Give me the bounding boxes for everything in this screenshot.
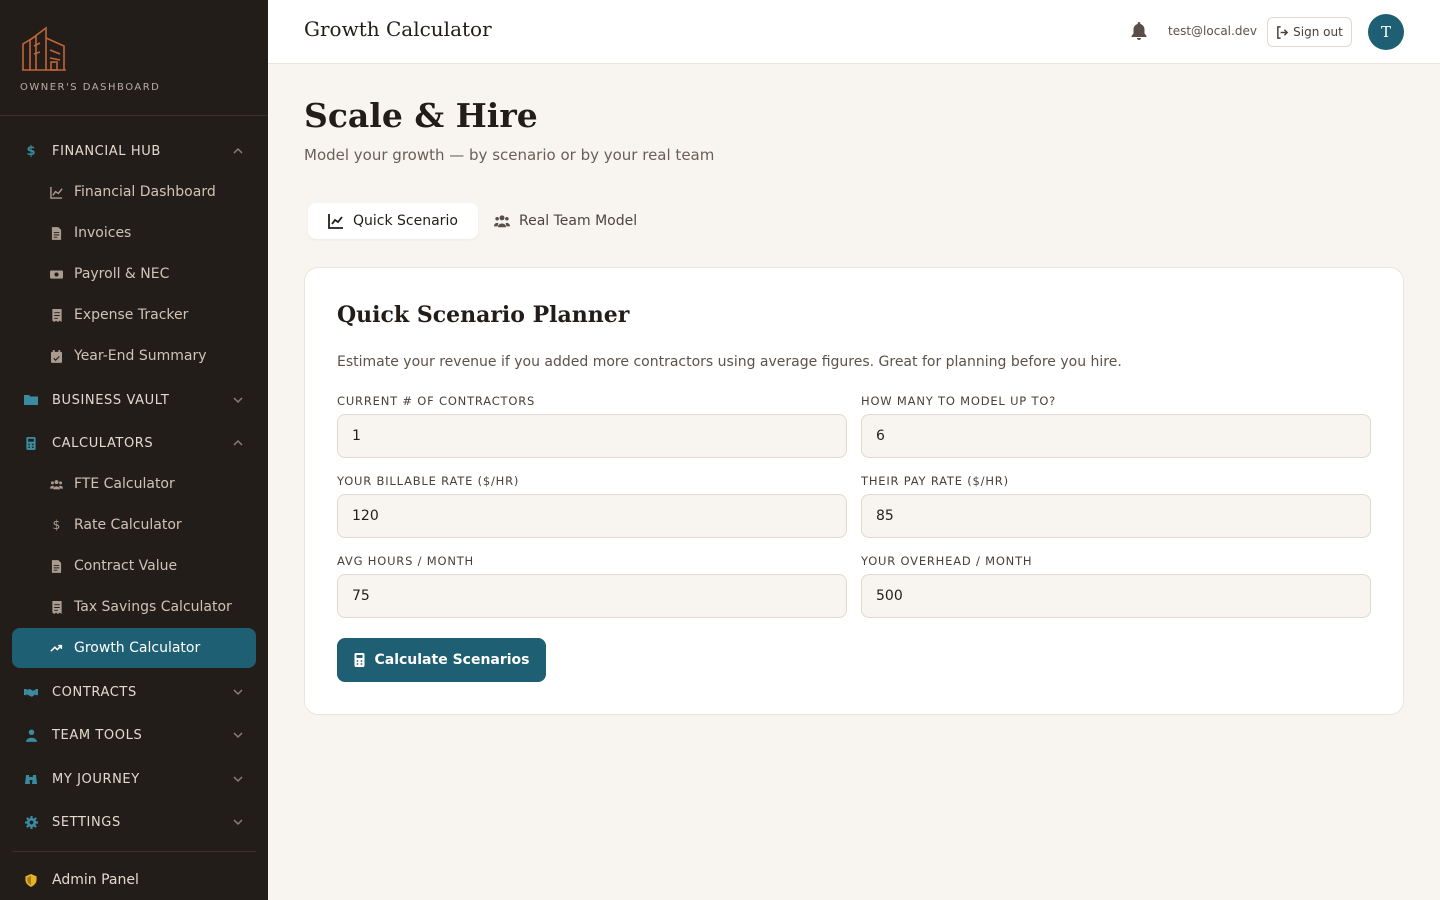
quick-scenario-card (304, 267, 1404, 715)
sidebar-section-label: SETTINGS (52, 814, 121, 830)
overhead-label: YOUR OVERHEAD / MONTH (861, 554, 1033, 568)
sidebar-item-label: Year-End Summary (74, 348, 207, 364)
sidebar-item-admin-panel[interactable] (12, 862, 256, 898)
sidebar-section-team-tools[interactable] (12, 717, 256, 753)
brand-caption: OWNER'S DASHBOARD (20, 82, 161, 93)
sidebar-item-label: Tax Savings Calculator (74, 599, 232, 615)
dollar-icon: $ (26, 143, 36, 159)
sidebar-item-rate-calculator[interactable] (12, 505, 256, 545)
trend-up-icon (50, 642, 63, 655)
tab-label: Quick Scenario (353, 213, 458, 229)
card-title: Quick Scenario Planner (337, 302, 630, 328)
dollar-icon: $ (52, 518, 61, 532)
page-subtitle: Model your growth — by scenario or by your real team (304, 146, 715, 164)
sidebar-section-label: BUSINESS VAULT (52, 392, 170, 408)
sidebar-item-label: Invoices (74, 225, 132, 241)
current-contractors-label: CURRENT # OF CONTRACTORS (337, 394, 536, 408)
sidebar-section-financial-hub[interactable] (12, 133, 256, 169)
sidebar-section-settings[interactable] (12, 804, 256, 840)
sidebar-section-label: CALCULATORS (52, 435, 154, 451)
chevron-up-icon (232, 145, 244, 157)
chart-line-icon (328, 213, 344, 229)
sign-out-label: Sign out (1293, 25, 1343, 39)
chevron-down-icon (232, 686, 244, 698)
page-header-title: Growth Calculator (304, 17, 492, 41)
page-title: Scale & Hire (304, 96, 538, 135)
sidebar-item-tax-savings-calculator[interactable] (12, 587, 256, 627)
calculate-scenarios-button[interactable] (337, 638, 546, 682)
model-up-to-label: HOW MANY TO MODEL UP TO? (861, 394, 1057, 408)
sidebar-section-my-journey[interactable] (12, 761, 256, 797)
tab-label: Real Team Model (519, 213, 638, 229)
tab-quick-scenario[interactable] (308, 203, 478, 239)
shield-icon (24, 873, 38, 887)
pay-rate-label: THEIR PAY RATE ($/HR) (861, 474, 1009, 488)
building-logo-icon[interactable] (20, 24, 68, 72)
sidebar-item-label: Rate Calculator (74, 517, 182, 533)
calendar-icon (50, 350, 63, 363)
sign-out-button[interactable] (1267, 17, 1352, 47)
calculator-icon (24, 436, 38, 450)
chevron-down-icon (232, 773, 244, 785)
sidebar-item-year-end-summary[interactable] (12, 336, 256, 376)
avg-hours-input[interactable] (337, 574, 847, 618)
receipt-icon (50, 601, 63, 614)
model-up-to-input[interactable] (861, 414, 1371, 458)
sidebar-item-financial-dashboard[interactable] (12, 172, 256, 212)
file-invoice-icon (50, 227, 63, 240)
brand (0, 0, 268, 116)
sidebar-item-label: Financial Dashboard (74, 184, 216, 200)
file-contract-icon (50, 560, 63, 573)
sidebar-section-business-vault[interactable] (12, 382, 256, 418)
sidebar-nav (0, 116, 268, 900)
sidebar-item-label: Payroll & NEC (74, 266, 170, 282)
user-tie-icon (24, 728, 38, 742)
calculate-scenarios-label: Calculate Scenarios (374, 652, 530, 668)
avatar[interactable]: T (1368, 14, 1404, 50)
top-bar (268, 0, 1440, 64)
sidebar-section-label: CONTRACTS (52, 684, 137, 700)
sidebar-section-label: TEAM TOOLS (52, 727, 143, 743)
sidebar-item-invoices[interactable] (12, 213, 256, 253)
avg-hours-label: AVG HOURS / MONTH (337, 554, 475, 568)
billable-rate-input[interactable] (337, 494, 847, 538)
folder-icon (24, 393, 38, 407)
sidebar-divider (12, 851, 256, 852)
gear-icon (24, 815, 38, 829)
sidebar-item-label: Growth Calculator (74, 640, 201, 656)
sidebar-item-label: Admin Panel (52, 872, 139, 888)
overhead-input[interactable] (861, 574, 1371, 618)
money-bill-icon (50, 268, 63, 281)
pay-rate-input[interactable] (861, 494, 1371, 538)
sidebar-section-label: MY JOURNEY (52, 771, 140, 787)
sign-out-icon (1276, 26, 1289, 39)
receipt-icon (50, 309, 63, 322)
tab-real-team-model[interactable] (474, 203, 657, 239)
users-icon (494, 213, 510, 229)
sidebar-item-payroll-nec[interactable] (12, 254, 256, 294)
handshake-icon (24, 685, 38, 699)
sidebar-item-label: Expense Tracker (74, 307, 189, 323)
billable-rate-label: YOUR BILLABLE RATE ($/HR) (337, 474, 520, 488)
user-email: test@local.dev (1168, 24, 1257, 38)
bell-icon[interactable] (1130, 22, 1148, 40)
current-contractors-input[interactable] (337, 414, 847, 458)
binoculars-icon (24, 772, 38, 786)
sidebar-section-calculators[interactable] (12, 425, 256, 461)
chevron-down-icon (232, 816, 244, 828)
users-icon (50, 478, 63, 491)
sidebar-item-contract-value[interactable] (12, 546, 256, 586)
sidebar-item-label: Contract Value (74, 558, 178, 574)
sidebar-item-label: FTE Calculator (74, 476, 175, 492)
chart-line-icon (50, 186, 63, 199)
sidebar-item-fte-calculator[interactable] (12, 464, 256, 504)
chevron-up-icon (232, 437, 244, 449)
sidebar-item-growth-calculator[interactable] (12, 628, 256, 668)
calculator-icon (353, 653, 366, 667)
chevron-down-icon (232, 729, 244, 741)
sidebar-section-contracts[interactable] (12, 674, 256, 710)
card-description: Estimate your revenue if you added more contractors using average figures. Great for planning before you hire. (337, 354, 1122, 370)
sidebar-section-label: FINANCIAL HUB (52, 143, 161, 159)
sidebar-item-expense-tracker[interactable] (12, 295, 256, 335)
chevron-down-icon (232, 394, 244, 406)
sidebar (0, 0, 268, 900)
